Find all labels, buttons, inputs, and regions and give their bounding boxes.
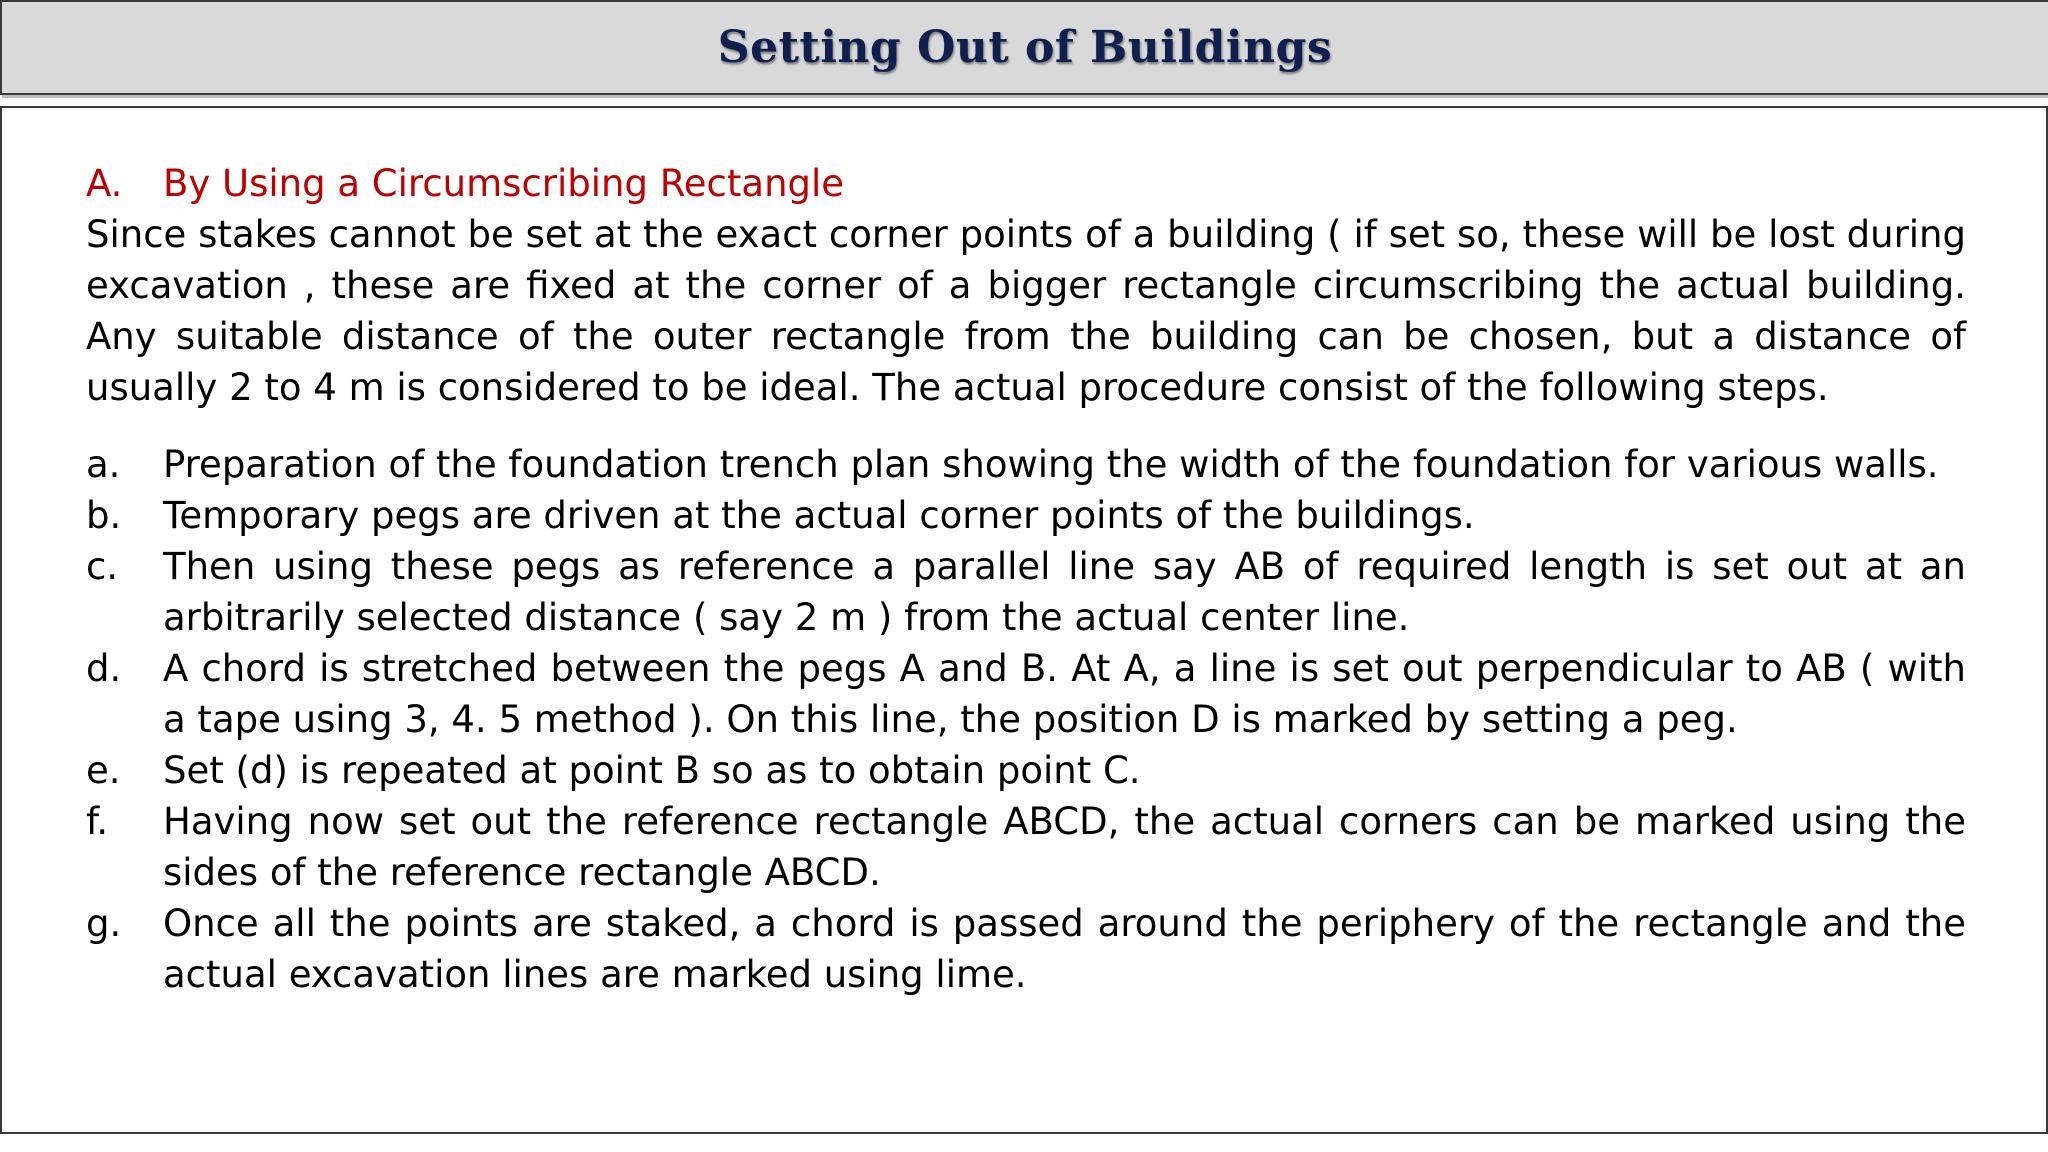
step-item-a [86, 439, 1966, 490]
step-marker: c. [86, 545, 119, 588]
slide-title: Setting Out of Buildings [717, 22, 1333, 73]
step-marker: d. [86, 647, 122, 690]
step-text: A chord is stretched between the pegs A and B. At A, a line is set out perpendicular to AB ( with a tape using 3, 4. 5 method ). On this line, the position D is marked by setting a peg. [163, 647, 1966, 741]
content-box [0, 106, 2048, 1134]
steps-list [86, 439, 1966, 1000]
step-text: Then using these pegs as reference a parallel line say AB of required length is set out at an arbitrarily selected distance ( say 2 m ) from the actual center line. [163, 545, 1966, 639]
intro-paragraph: Since stakes cannot be set at the exact corner points of a building ( if set so, these will be lost during excavation , these are fixed at the corner of a bigger rectangle circumscribing the actual building. Any suitable distance of the outer rectangle from the building can be chosen, but a distance of usually 2 to 4 m is considered to be ideal. The actual procedure consist of the following steps. [86, 213, 1966, 409]
step-text: Once all the points are staked, a chord is passed around the periphery of the rectangle and the actual excavation lines are marked using lime. [163, 902, 1966, 996]
step-marker: a. [86, 443, 121, 486]
step-item-g [86, 898, 1966, 1000]
step-item-b [86, 490, 1966, 541]
content-body [86, 158, 1966, 1000]
step-text: Having now set out the reference rectangle ABCD, the actual corners can be marked using the sides of the reference rectangle ABCD. [163, 800, 1966, 894]
section-heading-text: By Using a Circumscribing Rectangle [163, 162, 845, 205]
step-text: Set (d) is repeated at point B so as to obtain point C. [163, 749, 1141, 792]
step-marker: g. [86, 902, 122, 945]
step-item-c [86, 541, 1966, 643]
title-bar [0, 0, 2048, 95]
section-heading [86, 158, 1966, 209]
step-item-f [86, 796, 1966, 898]
step-marker: f. [86, 800, 109, 843]
step-item-e [86, 745, 1966, 796]
step-marker: b. [86, 494, 122, 537]
step-text: Preparation of the foundation trench plan showing the width of the foundation for various walls. [163, 443, 1939, 486]
step-marker: e. [86, 749, 121, 792]
step-item-d [86, 643, 1966, 745]
step-text: Temporary pegs are driven at the actual corner points of the buildings. [163, 494, 1475, 537]
section-letter: A. [86, 162, 123, 205]
